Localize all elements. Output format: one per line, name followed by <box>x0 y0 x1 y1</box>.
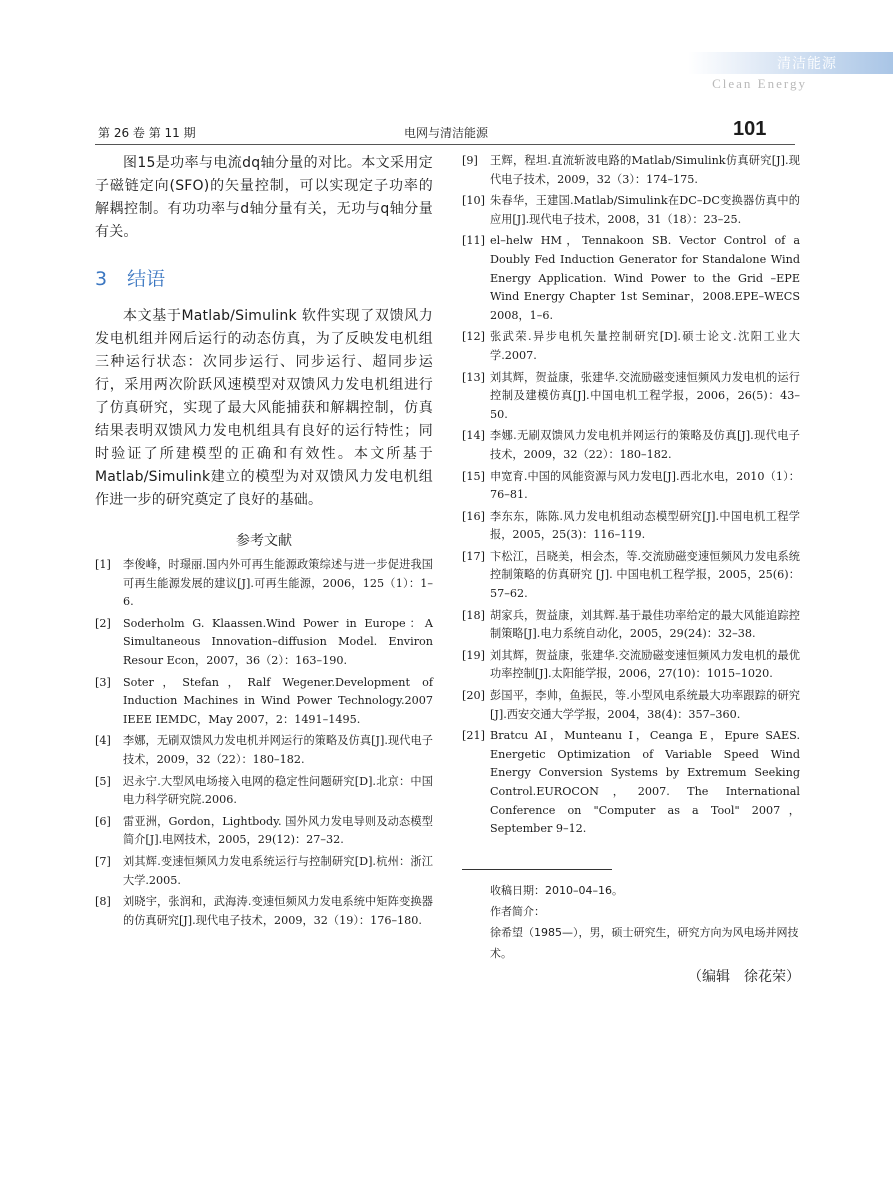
reference-text: 胡家兵，贺益康，刘其辉.基于最佳功率给定的最大风能追踪控制策略[J].电力系统自动化，2005，29(24)：32–38. <box>490 608 800 641</box>
reference-item <box>95 732 433 769</box>
reference-number: [6] <box>95 814 111 828</box>
received-date: 收稿日期：2010–04–16。 <box>490 883 623 897</box>
author-label: 作者简介： <box>490 904 545 918</box>
reference-item <box>462 468 800 505</box>
editor-credit: （编辑 徐花荣） <box>688 968 800 985</box>
reference-item <box>462 427 800 464</box>
reference-text: 彭国平，李帅，鱼振民，等.小型风电系统最大功率跟踪的研究[J].西安交通大学学报，2004，38(4)：357–360. <box>490 689 800 721</box>
reference-number: [11] <box>462 234 485 248</box>
reference-item <box>95 813 433 850</box>
reference-item <box>462 647 800 684</box>
reference-number: [9] <box>462 154 478 167</box>
conclusion-paragraph: 本文基于Matlab/Simulink 软件实现了双馈风力发电机组并网后运行的动态仿真，为了反映发电机组三种运行状态：次同步运行、同步运行、超同步运行，采用两次阶跃风速模型对双馈风力发电机组进行了仿真研究，实现了最大风能捕获和解耦控制，仿真结果表明双馈风力发电机组具有良好的运行特性；同时验证了所建模型的正确和有效性。本文所基于Matlab/Simulink建立的模型为对双馈风力发电机组作进一步的研究奠定了良好的基础。 <box>95 308 433 508</box>
page-number: 101 <box>733 118 767 140</box>
reference-item <box>95 893 433 930</box>
band-subtitle: Clean Energy <box>712 76 807 91</box>
reference-number: [3] <box>95 675 111 689</box>
reference-number: [20] <box>462 689 485 703</box>
reference-number: [18] <box>462 608 485 622</box>
references-title: 参考文献 <box>236 533 292 549</box>
reference-number: [19] <box>462 648 485 662</box>
volume-issue: 第 26 卷 第 11 期 <box>98 126 196 140</box>
reference-item <box>95 556 433 612</box>
reference-item <box>462 232 800 325</box>
reference-item <box>95 615 433 671</box>
reference-text: Soter，Stefan，Ralf Wegener.Development of Induction Machines in Wind Power Technology.2007 IEEE IEMDC，May 2007，2：1491–1495. <box>123 675 433 726</box>
reference-list-right <box>462 152 800 839</box>
reference-number: [4] <box>95 734 111 748</box>
right-column <box>462 152 800 986</box>
section-heading <box>95 264 433 291</box>
reference-text: 刘其辉，贺益康，张建华.交流励磁变速恒频风力发电机的运行控制及建模仿真[J].中国电机工程学报，2006，26(5)：43–50. <box>490 370 800 421</box>
reference-number: [16] <box>462 509 485 523</box>
reference-text: 雷亚洲，Gordon，Lightbody. 国外风力发电导则及动态模型简介[J].电网技术，2005，29(12)：27–32. <box>123 814 433 847</box>
reference-number: [15] <box>462 469 485 483</box>
reference-number: [7] <box>95 854 111 868</box>
reference-text: 李娜，无刷双馈风力发电机并网运行的策略及仿真[J].现代电子技术，2009，32（22）：180–182. <box>123 734 433 766</box>
reference-item <box>462 727 800 839</box>
reference-item <box>462 328 800 365</box>
reference-number: [12] <box>462 330 485 344</box>
footnote-rule <box>462 869 612 870</box>
reference-item <box>95 674 433 730</box>
reference-text: Soderholm G. Klaassen.Wind Power in Europe：A Simultaneous Innovation–diffusion Model. Environ Resour Econ，2007，36（2）：163–190. <box>123 616 433 667</box>
reference-number: [14] <box>462 429 485 443</box>
reference-item <box>462 152 800 189</box>
reference-item <box>462 192 800 229</box>
reference-item <box>462 369 800 425</box>
reference-number: [13] <box>462 370 485 384</box>
band-title: 清洁能源 <box>777 56 837 72</box>
reference-number: [8] <box>95 895 111 909</box>
reference-text: 朱春华，王建国.Matlab/Simulink在DC–DC变换器仿真中的应用[J].现代电子技术，2008，31（18）：23–25. <box>490 194 800 226</box>
reference-item <box>462 548 800 604</box>
reference-item <box>462 687 800 724</box>
reference-text: 李娜.无刷双馈风力发电机并网运行的策略及仿真[J].现代电子技术，2009，32（22）：180–182. <box>490 429 800 461</box>
reference-text: 李俊峰，时璟丽.国内外可再生能源政策综述与进一步促进我国可再生能源发展的建议[J].可再生能源，2006，125（1）：1–6. <box>123 558 433 609</box>
reference-list-left <box>95 556 433 930</box>
left-column <box>95 152 433 933</box>
section-title: 结语 <box>127 268 166 290</box>
reference-number: [1] <box>95 558 111 571</box>
reference-text: 刘其辉，贺益康，张建华.交流励磁变速恒频风力发电机的最优功率控制[J].太阳能学报，2006，27(10)：1015–1020. <box>490 648 800 681</box>
reference-number: [21] <box>462 729 485 743</box>
reference-text: 刘其辉.变速恒频风力发电系统运行与控制研究[D].杭州：浙江大学.2005. <box>123 854 433 887</box>
reference-text: el–helw HM，Tennakoon SB. Vector Control of a Doubly Fed Induction Generator for Standalone Wind Energy Application. Wind Power to the Grid –EPE Wind Energy Chapter 1st Seminar，2008.EPE–WECS 2008，1–6. <box>490 234 800 322</box>
intro-paragraph: 图15是功率与电流dq轴分量的对比。本文采用定子磁链定向(SFO)的矢量控制，可以实现定子功率的解耦控制。有功功率与d轴分量有关，无功与q轴分量有关。 <box>95 155 433 240</box>
reference-text: 张武荣.异步电机矢量控制研究[D].硕士论文.沈阳工业大学.2007. <box>490 330 800 362</box>
author-info: 徐希望（1985—），男，硕士研究生，研究方向为风电场并网技术。 <box>490 925 799 960</box>
section-number: 3 <box>95 268 108 290</box>
reference-number: [17] <box>462 549 485 563</box>
reference-item <box>462 508 800 545</box>
reference-text: 迟永宁.大型风电场接入电网的稳定性问题研究[D].北京：中国电力科学研究院.2006. <box>123 774 433 807</box>
reference-text: 刘晓宇，张润和，武海涛.变速恒频风力发电系统中矩阵变换器的仿真研究[J].现代电子技术，2009，32（19）：176–180. <box>123 895 433 927</box>
reference-text: 王辉，程坦.直流斩波电路的Matlab/Simulink仿真研究[J].现代电子技术，2009，32（3）：174–175. <box>490 154 800 186</box>
reference-number: [5] <box>95 774 111 788</box>
reference-text: Bratcu AI，Munteanu I，Ceanga E，Epure SAES. Energetic Optimization of Variable Speed Wind Energy Conversion Systems by Extremum Seeking Control.EUROCON，2007. The International Conference on "Computer as a Tool" 2007，September 9–12. <box>490 729 800 836</box>
journal-name: 电网与清洁能源 <box>404 126 489 140</box>
reference-text: 卞松江，吕晓美，相会杰，等.交流励磁变速恒频风力发电系统控制策略的仿真研究 [J]. 中国电机工程学报，2005，25(6)：57–62. <box>490 549 800 601</box>
reference-number: [10] <box>462 194 485 208</box>
reference-text: 李东东，陈陈.风力发电机组动态模型研究[J].中国电机工程学报，2005，25(3)：116–119. <box>490 509 800 542</box>
reference-item <box>95 853 433 890</box>
header-rule <box>95 144 795 145</box>
reference-item <box>462 607 800 644</box>
reference-text: 申宽育.中国的风能资源与风力发电[J].西北水电，2010（1）：76–81. <box>490 469 800 502</box>
reference-number: [2] <box>95 616 111 630</box>
reference-item <box>95 773 433 810</box>
